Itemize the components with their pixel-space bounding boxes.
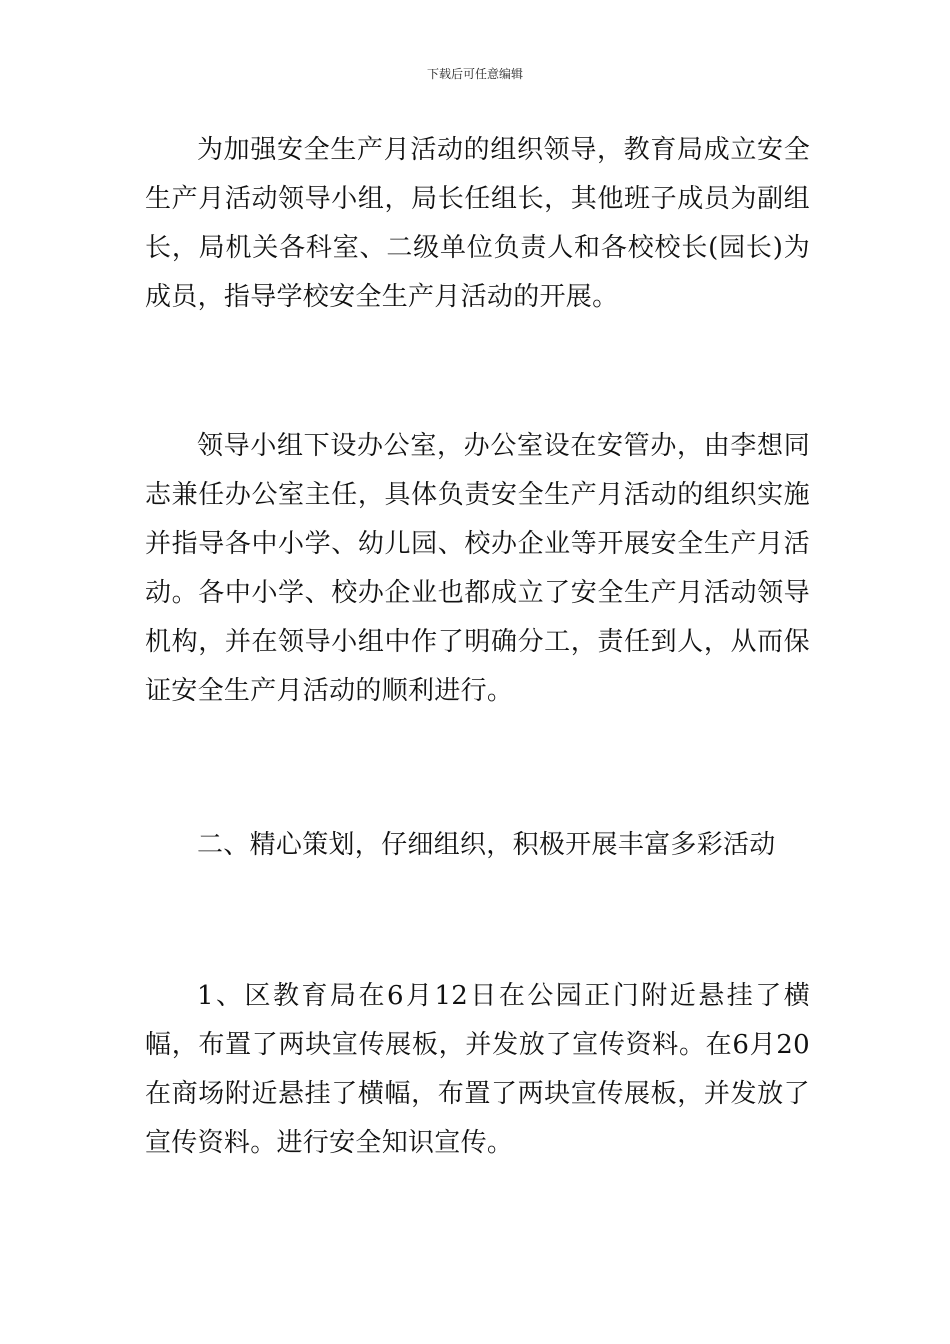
header-note: 下载后可任意编辑 — [426, 67, 523, 81]
section-heading-2: 二、精心策划，仔细组织，积极开展丰富多彩活动 — [197, 830, 776, 860]
paragraph-activity-1: 1、区教育局在6月12日在公园正门附近悬挂了横幅，布置了两块宣传展板，并发放了宣传资料。在6月20在商场附近悬挂了横幅，布置了两块宣传展板，并发放了宣传资料。进行安全知识宣传。 — [145, 981, 810, 1158]
paragraph-leadership-group: 为加强安全生产月活动的组织领导，教育局成立安全生产月活动领导小组，局长任组长，其他班子成员为副组长，局机关各科室、二级单位负责人和各校校长(园长)为成员，指导学校安全生产月活动的开展。 — [145, 135, 810, 312]
paragraph-office-setup: 领导小组下设办公室，办公室设在安管办，由李想同志兼任办公室主任，具体负责安全生产月活动的组织实施并指导各中小学、幼儿园、校办企业等开展安全生产月活动。各中小学、校办企业也都成立了安全生产月活动领导机构，并在领导小组中作了明确分工，责任到人，从而保证安全生产月活动的顺利进行。 — [145, 431, 810, 706]
